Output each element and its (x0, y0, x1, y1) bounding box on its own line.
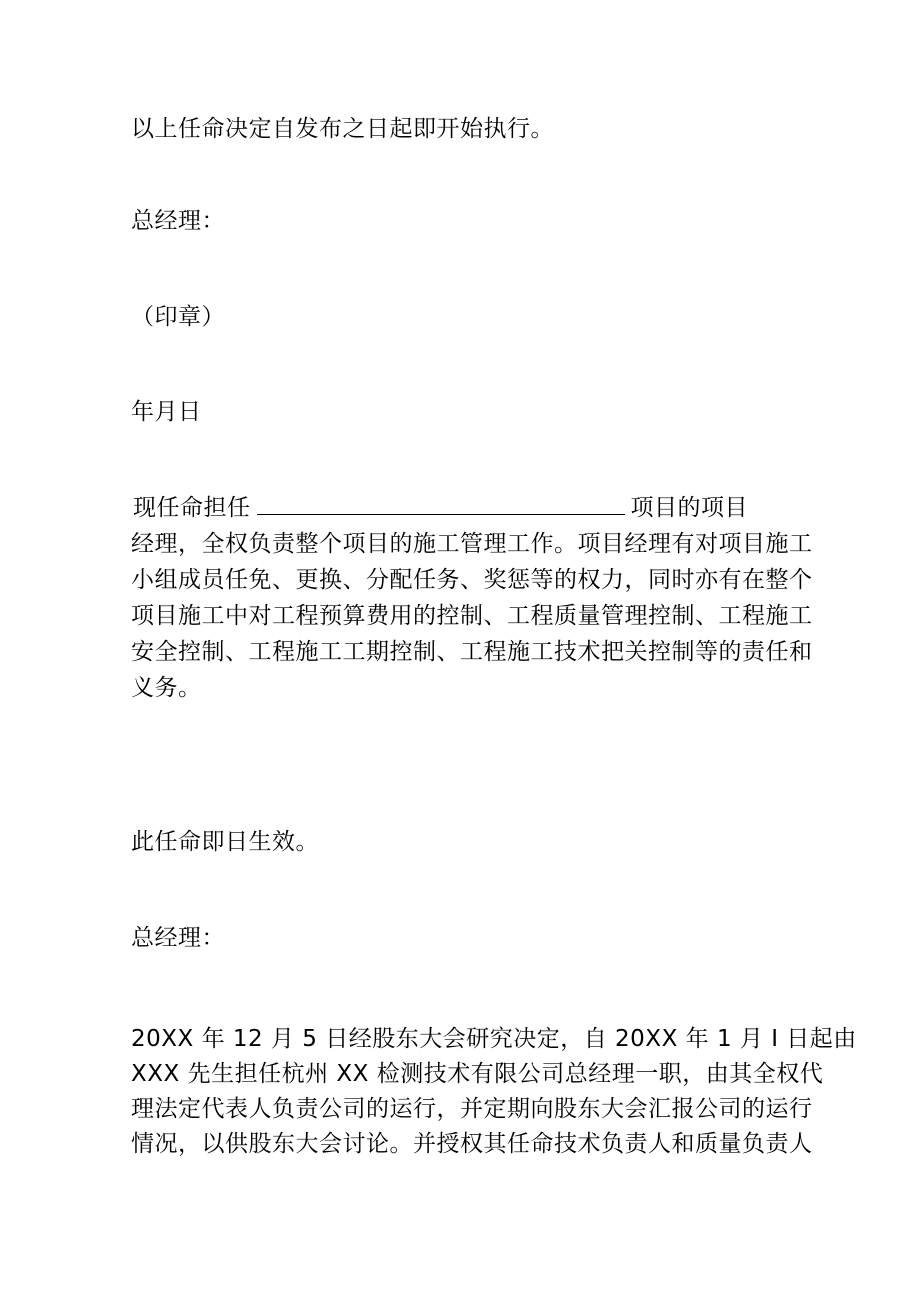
effective-statement: 此任命即日生效。 (131, 829, 319, 855)
paragraph-line: 义务。 (131, 675, 202, 701)
appointment-prefix: 现任命担任 (133, 495, 251, 521)
seal-placeholder: （印章） (131, 304, 225, 330)
execution-statement: 以上任命决定自发布之日起即开始执行。 (131, 116, 554, 142)
paragraph-line: 安全控制、工程施工工期控制、工程施工技术把关控制等的责任和 (131, 639, 813, 665)
appointment-paragraph (131, 490, 813, 706)
paragraph-line: 小组成员任免、更换、分配任务、奖惩等的权力，同时亦有在整个 (131, 567, 813, 593)
paragraph-line: 理法定代表人负责公司的运行，并定期向股东大会汇报公司的运行 (131, 1096, 813, 1122)
resolution-paragraph (131, 1022, 857, 1162)
paragraph-line: 项目施工中对工程预算费用的控制、工程质量管理控制、工程施工 (131, 603, 813, 629)
general-manager-label: 总经理： (131, 208, 225, 234)
appointment-suffix: 项目的项目 (630, 495, 748, 521)
general-manager-label: 总经理： (131, 925, 225, 951)
paragraph-line: 20XX 年 12 月 5 日经股东大会研究决定，自 20XX 年 1 月 I 日起由 (131, 1026, 857, 1052)
project-name-blank (257, 492, 625, 515)
paragraph-line: 经理，全权负责整个项目的施工管理工作。项目经理有对项目施工 (131, 531, 813, 557)
appointment-first-row (131, 490, 795, 526)
date-placeholder: 年月日 (131, 399, 202, 425)
paragraph-line: XXX 先生担任杭州 XX 检测技术有限公司总经理一职，由其全权代 (131, 1061, 824, 1087)
paragraph-line: 情况，以供股东大会讨论。并授权其任命技术负责人和质量负责人 (131, 1131, 813, 1157)
